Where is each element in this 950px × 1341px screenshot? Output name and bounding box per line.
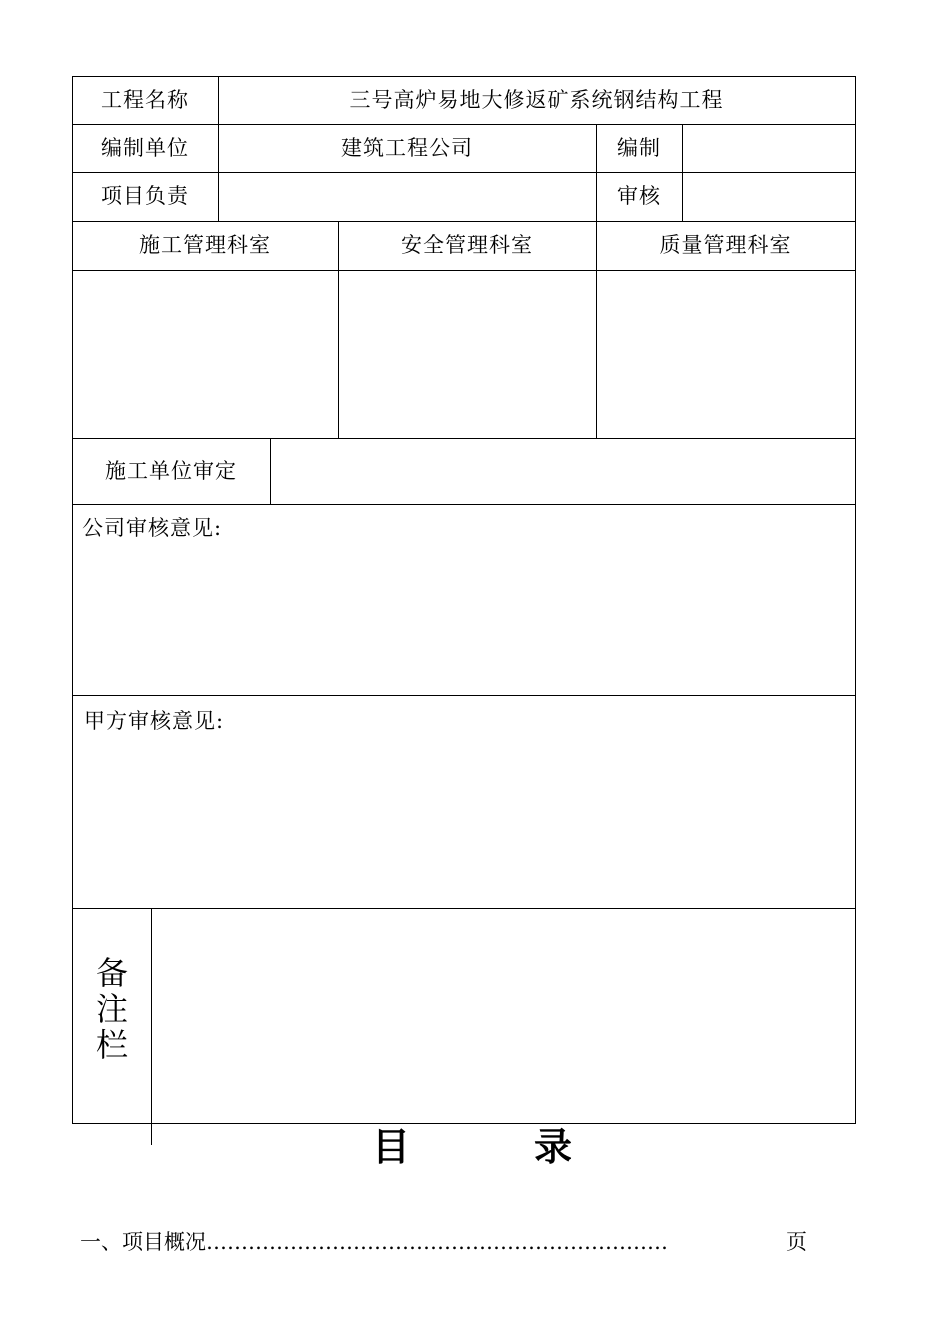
- remarks-char: 备: [95, 954, 128, 992]
- toc-title-left: 目: [372, 1124, 411, 1169]
- toc-title-right: 录: [534, 1124, 573, 1169]
- dept-quality-field[interactable]: [597, 271, 855, 438]
- dept-quality-header: 质量管理科室: [659, 233, 792, 257]
- table-border: [72, 1123, 856, 1124]
- company-review-label: 公司审核意见:: [82, 516, 223, 540]
- table-border: [72, 695, 856, 696]
- toc-entry-page: 页: [786, 1230, 807, 1254]
- dept-construction-header: 施工管理科室: [139, 233, 271, 257]
- dept-safety-field[interactable]: [339, 271, 596, 438]
- toc-entry-leader: …………………………………………………………: [206, 1230, 668, 1254]
- construction-unit-approval-label: 施工单位审定: [105, 459, 237, 483]
- remarks-char: 栏: [95, 1026, 128, 1064]
- dept-construction-field[interactable]: [73, 271, 338, 438]
- review-label: 审核: [617, 184, 661, 208]
- table-border: [855, 76, 856, 1124]
- project-lead-label: 项目负责: [101, 184, 189, 208]
- company-review-field[interactable]: [73, 545, 855, 695]
- table-border: [72, 76, 856, 77]
- review-field[interactable]: [683, 173, 855, 221]
- construction-unit-approval-field[interactable]: [271, 439, 855, 504]
- table-border: [72, 221, 856, 222]
- compile-unit-label: 编制单位: [101, 136, 189, 160]
- toc-entry-label: 一、项目概况: [80, 1230, 206, 1254]
- project-name-value: 三号高炉易地大修返矿系统钢结构工程: [349, 88, 724, 112]
- toc-entry[interactable]: [80, 1232, 668, 1253]
- project-lead-field[interactable]: [219, 173, 596, 221]
- compile-field[interactable]: [683, 125, 855, 172]
- compile-label: 编制: [617, 136, 661, 160]
- dept-safety-header: 安全管理科室: [401, 233, 533, 257]
- table-border: [72, 504, 856, 505]
- client-review-field[interactable]: [73, 738, 855, 908]
- remarks-label: [86, 955, 138, 1063]
- remarks-field[interactable]: [152, 909, 855, 1123]
- remarks-char: 注: [95, 990, 128, 1028]
- compile-unit-value: 建筑工程公司: [341, 136, 473, 160]
- client-review-label: 甲方审核意见:: [84, 709, 225, 733]
- project-name-label: 工程名称: [101, 88, 189, 112]
